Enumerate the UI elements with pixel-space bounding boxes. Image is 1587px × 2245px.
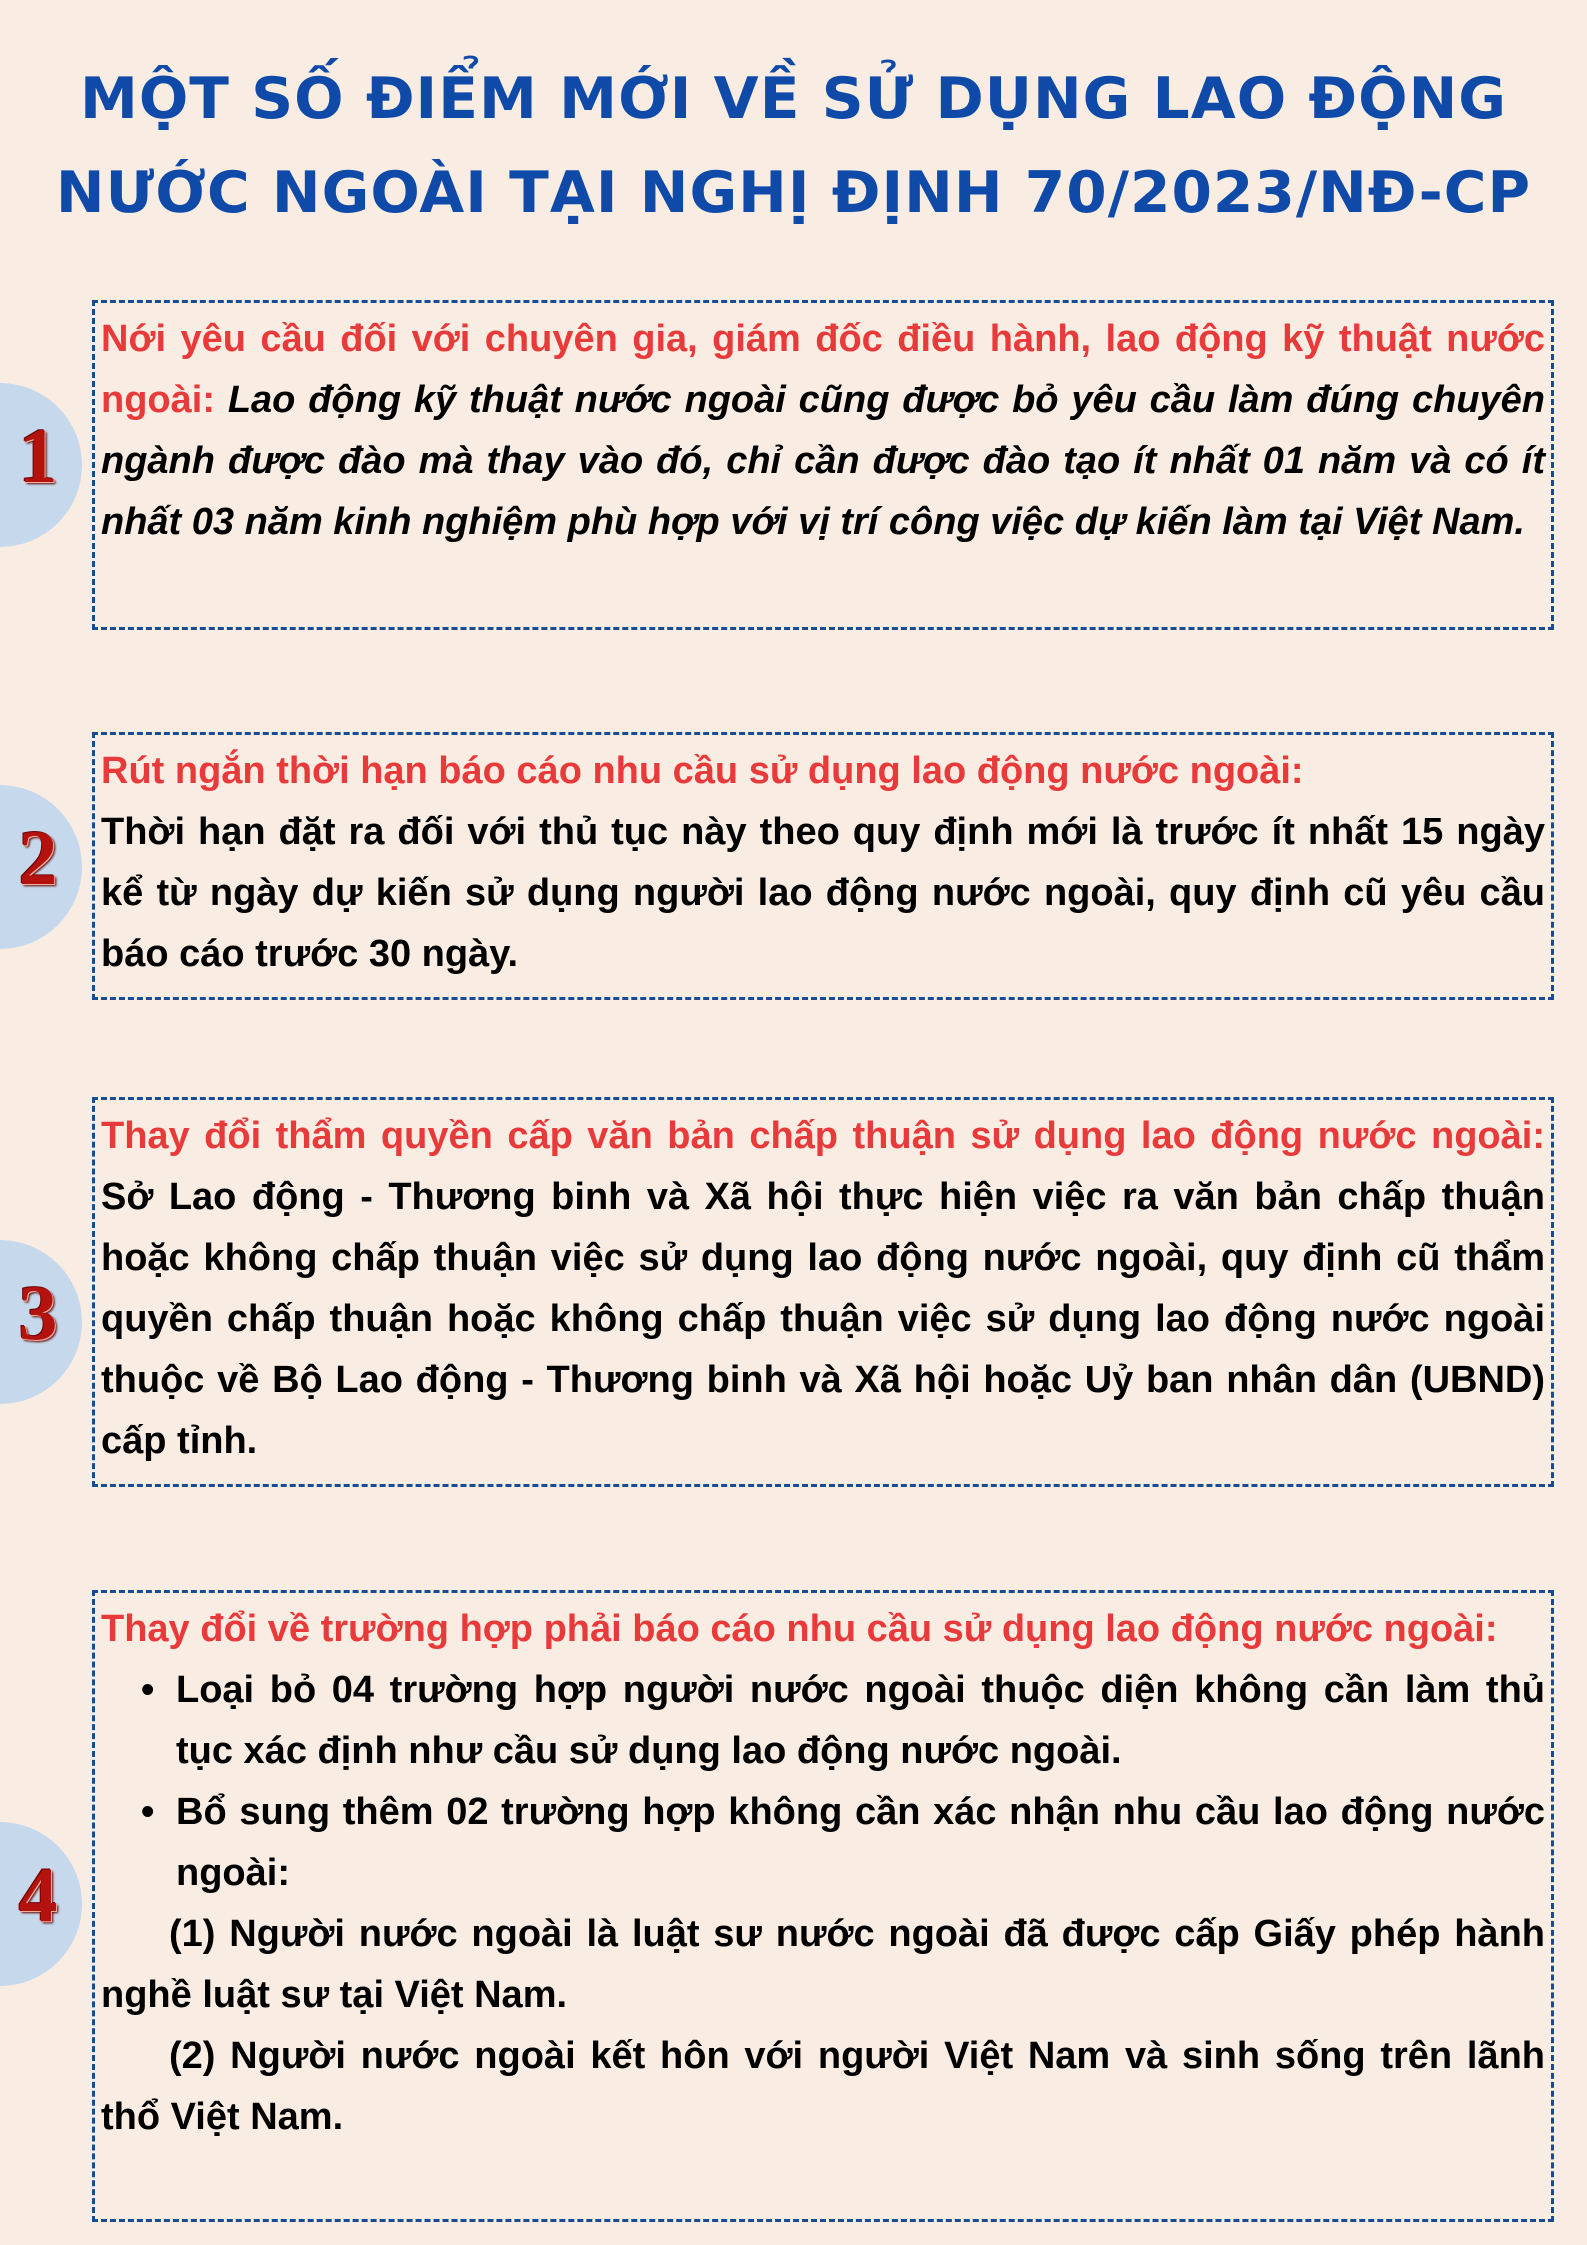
section-2-heading: Rút ngắn thời hạn báo cáo nhu cầu sử dụng lao động nước ngoài:: [101, 750, 1304, 792]
bullet-item: • Loại bỏ 04 trường hợp người nước ngoài thuộc diện không cần làm thủ tục xác định như cầu sử dụng lao động nước ngoài.: [141, 1660, 1545, 1782]
case-item: (2) Người nước ngoài kết hôn với người Việt Nam và sinh sống trên lãnh thổ Việt Nam.: [101, 2035, 1545, 2138]
number-3-icon: 3: [18, 1269, 58, 1356]
section-1-body: Lao động kỹ thuật nước ngoài cũng được bỏ yêu cầu làm đúng chuyên ngành được đào mà thay vào đó, chỉ cần được đào tạo ít nhất 01 năm và có ít nhất 03 năm kinh nghiệm phù hợp với vị trí công việc dự kiến làm tại Việt Nam.: [101, 379, 1545, 543]
page-title: [0, 52, 1587, 240]
number-4-icon: 4: [18, 1851, 58, 1938]
number-badge-3: [0, 1240, 82, 1404]
title-line-2: NƯỚC NGOÀI TẠI NGHỊ ĐỊNH 70/2023/NĐ-CP: [55, 160, 1532, 226]
number-2-icon: 2: [18, 814, 58, 901]
case-item: (1) Người nước ngoài là luật sư nước ngoài đã được cấp Giấy phép hành nghề luật sư tại Việt Nam.: [101, 1913, 1545, 2016]
number-badge-2: [0, 785, 82, 949]
section-3-box: [92, 1097, 1554, 1487]
number-1-icon: 1: [18, 412, 58, 499]
number-badge-1: [0, 383, 82, 547]
section-1-heading: Nới yêu cầu đối với chuyên gia, giám đốc điều hành, lao động kỹ thuật nước ngoài:: [101, 318, 1545, 421]
section-2-body: Thời hạn đặt ra đối với thủ tục này theo quy định mới là trước ít nhất 15 ngày kể từ ngày dự kiến sử dụng người lao động nước ngoài, quy định cũ yêu cầu báo cáo trước 30 ngày.: [101, 811, 1545, 975]
section-3-heading: Thay đổi thẩm quyền cấp văn bản chấp thuận sử dụng lao động nước ngoài:: [101, 1115, 1545, 1157]
section-3-body: Sở Lao động - Thương binh và Xã hội thực hiện việc ra văn bản chấp thuận hoặc không chấp thuận việc sử dụng lao động nước ngoài, quy định cũ thẩm quyền chấp thuận hoặc không chấp thuận việc sử dụng lao động nước ngoài thuộc về Bộ Lao động - Thương binh và Xã hội hoặc Uỷ ban nhân dân (UBND) cấp tỉnh.: [101, 1176, 1545, 1462]
section-4-heading: Thay đổi về trường hợp phải báo cáo nhu cầu sử dụng lao động nước ngoài:: [101, 1608, 1498, 1650]
section-1-box: [92, 300, 1554, 630]
section-4-box: [92, 1590, 1554, 2222]
number-badge-4: [0, 1822, 82, 1986]
section-4-bullets: [101, 1660, 1545, 1904]
section-2-box: [92, 732, 1554, 1000]
title-line-1: MỘT SỐ ĐIỂM MỚI VỀ SỬ DỤNG LAO ĐỘNG: [79, 66, 1508, 132]
bullet-item: • Bổ sung thêm 02 trường hợp không cần xác nhận nhu cầu lao động nước ngoài:: [141, 1782, 1545, 1904]
